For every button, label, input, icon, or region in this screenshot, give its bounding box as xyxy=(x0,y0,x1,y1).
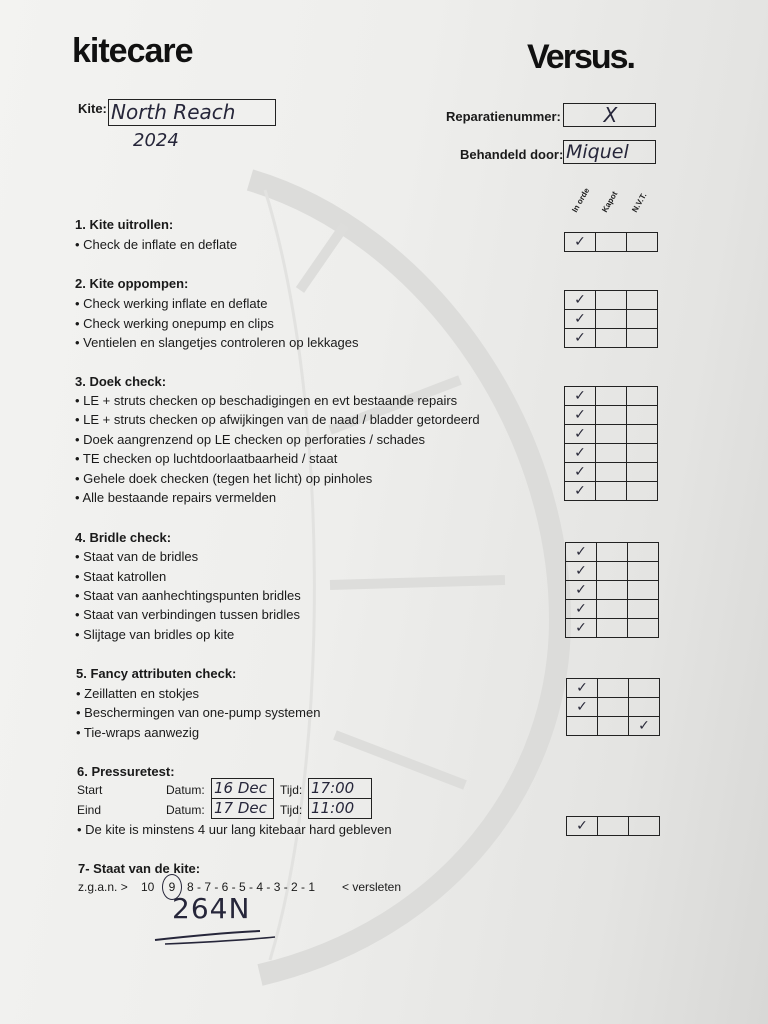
grid-cell-kapot[interactable] xyxy=(598,679,629,698)
grid-cell-in-orde[interactable] xyxy=(566,600,597,619)
grid-cell-nvt[interactable] xyxy=(627,463,658,482)
scale-rest: 8 - 7 - 6 - 5 - 4 - 3 - 2 - 1 xyxy=(187,880,316,894)
grid-row xyxy=(565,233,658,252)
check-mark: ✓ xyxy=(574,234,586,250)
end-date-label: Datum: xyxy=(166,803,205,817)
grid-cell-nvt[interactable] xyxy=(629,698,660,717)
grid-cell-in-orde[interactable] xyxy=(567,679,598,698)
grid-row xyxy=(566,619,659,638)
grid-cell-in-orde[interactable] xyxy=(566,562,597,581)
grid-cell-nvt[interactable] xyxy=(628,562,659,581)
repair-number-field[interactable]: X xyxy=(563,103,656,127)
start-date-field[interactable]: 16 Dec xyxy=(211,778,274,799)
handled-by-label: Behandeld door: xyxy=(460,147,564,162)
start-date-label: Datum: xyxy=(166,783,205,797)
grid-cell-in-orde[interactable] xyxy=(566,581,597,600)
grid-cell-in-orde[interactable] xyxy=(565,329,596,348)
check-item: • Beschermingen van one-pump systemen xyxy=(76,705,321,720)
grid-cell-kapot[interactable] xyxy=(596,233,627,252)
check-item: • Alle bestaande repairs vermelden xyxy=(75,490,277,505)
grid-cell-kapot[interactable] xyxy=(596,291,627,310)
grid-cell-nvt[interactable] xyxy=(627,329,658,348)
check-item: • Staat katrollen xyxy=(75,569,167,584)
check-item: • Slijtage van bridles op kite xyxy=(75,627,235,642)
grid-row xyxy=(565,482,658,501)
grid-cell-nvt[interactable] xyxy=(628,581,659,600)
handwritten-note: 264N xyxy=(172,892,251,925)
check-item: • Staat van de bridles xyxy=(75,549,199,564)
kitecare-logo-text: kitecare xyxy=(72,32,193,70)
checklist-grid xyxy=(564,386,658,501)
grid-cell-kapot[interactable] xyxy=(597,600,628,619)
start-time-label: Tijd: xyxy=(280,783,303,797)
grid-cell-nvt[interactable] xyxy=(627,406,658,425)
grid-cell-in-orde[interactable] xyxy=(565,291,596,310)
check-item: • Check de inflate en deflate xyxy=(75,237,238,252)
grid-cell-nvt[interactable] xyxy=(629,717,660,736)
grid-cell-in-orde[interactable] xyxy=(567,717,598,736)
grid-row xyxy=(565,425,658,444)
grid-row xyxy=(566,543,659,562)
grid-cell-in-orde[interactable] xyxy=(567,698,598,717)
check-mark: ✓ xyxy=(576,818,588,834)
pressure-title: 6. Pressuretest: xyxy=(77,764,175,779)
grid-cell-kapot[interactable] xyxy=(596,482,627,501)
grid-row xyxy=(566,600,659,619)
grid-cell-nvt[interactable] xyxy=(627,387,658,406)
grid-row xyxy=(566,581,659,600)
check-mark: ✓ xyxy=(575,601,587,617)
checklist-grid xyxy=(565,542,659,638)
check-item: • Ventielen en slangetjes controleren op lekkages xyxy=(75,335,359,350)
grid-row xyxy=(565,310,658,329)
grid-cell-nvt[interactable] xyxy=(627,425,658,444)
end-time-label: Tijd: xyxy=(280,803,303,817)
grid-cell-in-orde[interactable] xyxy=(565,425,596,444)
check-mark: ✓ xyxy=(638,718,650,734)
grid-row xyxy=(565,444,658,463)
condition-prefix: z.g.a.n. > xyxy=(78,880,128,894)
end-label: Eind xyxy=(77,803,102,817)
grid-cell-nvt[interactable] xyxy=(629,817,660,836)
checklist-grid xyxy=(564,290,658,348)
check-mark: ✓ xyxy=(575,582,587,598)
col-kapot: Kapot xyxy=(600,189,620,214)
grid-cell-nvt[interactable] xyxy=(628,600,659,619)
grid-cell-nvt[interactable] xyxy=(627,444,658,463)
check-item: • LE + struts checken op beschadigingen en evt bestaande repairs xyxy=(75,393,458,408)
grid-cell-nvt[interactable] xyxy=(627,233,658,252)
grid-cell-in-orde[interactable] xyxy=(567,817,598,836)
grid-row xyxy=(565,291,658,310)
grid-cell-in-orde[interactable] xyxy=(565,406,596,425)
grid-cell-nvt[interactable] xyxy=(627,291,658,310)
grid-row xyxy=(566,562,659,581)
check-mark: ✓ xyxy=(574,330,586,346)
check-item: • Gehele doek checken (tegen het licht) op pinholes xyxy=(75,471,373,486)
grid-row xyxy=(567,717,660,736)
kite-label: Kite: xyxy=(78,101,107,116)
grid-row xyxy=(567,698,660,717)
grid-row xyxy=(565,387,658,406)
condition-title: 7- Staat van de kite: xyxy=(78,861,201,876)
check-mark: ✓ xyxy=(576,699,588,715)
grid-row xyxy=(567,679,660,698)
grid-row xyxy=(565,329,658,348)
grid-cell-kapot[interactable] xyxy=(597,543,628,562)
start-label: Start xyxy=(77,783,103,797)
check-mark: ✓ xyxy=(575,563,587,579)
check-mark: ✓ xyxy=(574,445,586,461)
grid-cell-in-orde[interactable] xyxy=(565,233,596,252)
grid-cell-in-orde[interactable] xyxy=(565,310,596,329)
grid-cell-in-orde[interactable] xyxy=(566,543,597,562)
grid-cell-in-orde[interactable] xyxy=(565,482,596,501)
check-mark: ✓ xyxy=(574,292,586,308)
col-in-orde: In orde xyxy=(570,186,592,214)
section-title: 1. Kite uitrollen: xyxy=(75,217,174,232)
section-title: 3. Doek check: xyxy=(75,374,167,389)
grid-cell-kapot[interactable] xyxy=(596,444,627,463)
grid-cell-nvt[interactable] xyxy=(627,310,658,329)
end-date-field[interactable]: 17 Dec xyxy=(211,798,274,819)
check-item: • LE + struts checken op afwijkingen van de naad / bladder getordeerd xyxy=(75,412,480,427)
repair-number-label: Reparatienummer: xyxy=(446,109,561,124)
check-mark: ✓ xyxy=(574,464,586,480)
scale-selected[interactable]: 9 xyxy=(162,874,182,900)
check-item: • Tie-wraps aanwezig xyxy=(76,725,200,740)
grid-cell-in-orde[interactable] xyxy=(565,463,596,482)
grid-cell-kapot[interactable] xyxy=(598,717,629,736)
kite-year: 2024 xyxy=(133,130,179,151)
section-title: 2. Kite oppompen: xyxy=(75,276,189,291)
check-mark: ✓ xyxy=(574,407,586,423)
pressure-grid xyxy=(566,816,660,836)
pressure-note: • De kite is minstens 4 uur lang kitebaar hard gebleven xyxy=(77,822,392,837)
check-mark: ✓ xyxy=(575,620,587,636)
check-mark: ✓ xyxy=(574,388,586,404)
check-mark: ✓ xyxy=(574,426,586,442)
handled-by-field[interactable]: Miquel xyxy=(563,140,656,164)
grid-cell-nvt[interactable] xyxy=(629,679,660,698)
grid-cell-kapot[interactable] xyxy=(596,425,627,444)
start-time-field[interactable]: 17:00 xyxy=(308,778,372,799)
check-mark: ✓ xyxy=(574,483,586,499)
grid-cell-in-orde[interactable] xyxy=(565,387,596,406)
check-mark: ✓ xyxy=(574,311,586,327)
condition-suffix: < versleten xyxy=(342,880,402,894)
grid-cell-kapot[interactable] xyxy=(597,581,628,600)
check-item: • TE checken op luchtdoorlaatbaarheid / staat xyxy=(75,451,338,466)
scale-ten[interactable]: 10 xyxy=(141,880,155,894)
grid-cell-kapot[interactable] xyxy=(596,387,627,406)
grid-row xyxy=(565,406,658,425)
check-mark: ✓ xyxy=(576,680,588,696)
grid-cell-kapot[interactable] xyxy=(596,329,627,348)
grid-cell-kapot[interactable] xyxy=(596,310,627,329)
grid-cell-nvt[interactable] xyxy=(628,543,659,562)
grid-cell-in-orde[interactable] xyxy=(566,619,597,638)
versus-logo: Versus. xyxy=(527,38,634,76)
kitecare-logo xyxy=(72,32,193,71)
check-item: • Staat van aanhechtingspunten bridles xyxy=(75,588,301,603)
grid-cell-nvt[interactable] xyxy=(628,619,659,638)
grid-cell-kapot[interactable] xyxy=(597,619,628,638)
kite-field[interactable]: North Reach xyxy=(108,99,276,126)
grid-cell-nvt[interactable] xyxy=(627,482,658,501)
col-nvt: N.V.T. xyxy=(630,191,649,214)
grid-cell-in-orde[interactable] xyxy=(565,444,596,463)
end-time-field[interactable]: 11:00 xyxy=(308,798,372,819)
check-item: • Zeillatten en stokjes xyxy=(76,686,200,701)
grid-cell-kapot[interactable] xyxy=(598,698,629,717)
underline-stroke xyxy=(150,925,280,950)
check-item: • Doek aangrenzend op LE checken op perforaties / schades xyxy=(75,432,425,447)
grid-row xyxy=(565,463,658,482)
check-item: • Check werking inflate en deflate xyxy=(75,296,268,311)
grid-cell-kapot[interactable] xyxy=(596,406,627,425)
section-title: 5. Fancy attributen check: xyxy=(76,666,237,681)
grid-cell-kapot[interactable] xyxy=(597,562,628,581)
check-item: • Staat van verbindingen tussen bridles xyxy=(75,607,300,622)
check-mark: ✓ xyxy=(575,544,587,560)
check-item: • Check werking onepump en clips xyxy=(75,316,274,331)
checklist-grid xyxy=(564,232,658,252)
grid-cell-kapot[interactable] xyxy=(598,817,629,836)
section-title: 4. Bridle check: xyxy=(75,530,172,545)
checklist-grid xyxy=(566,678,660,736)
grid-cell-kapot[interactable] xyxy=(596,463,627,482)
